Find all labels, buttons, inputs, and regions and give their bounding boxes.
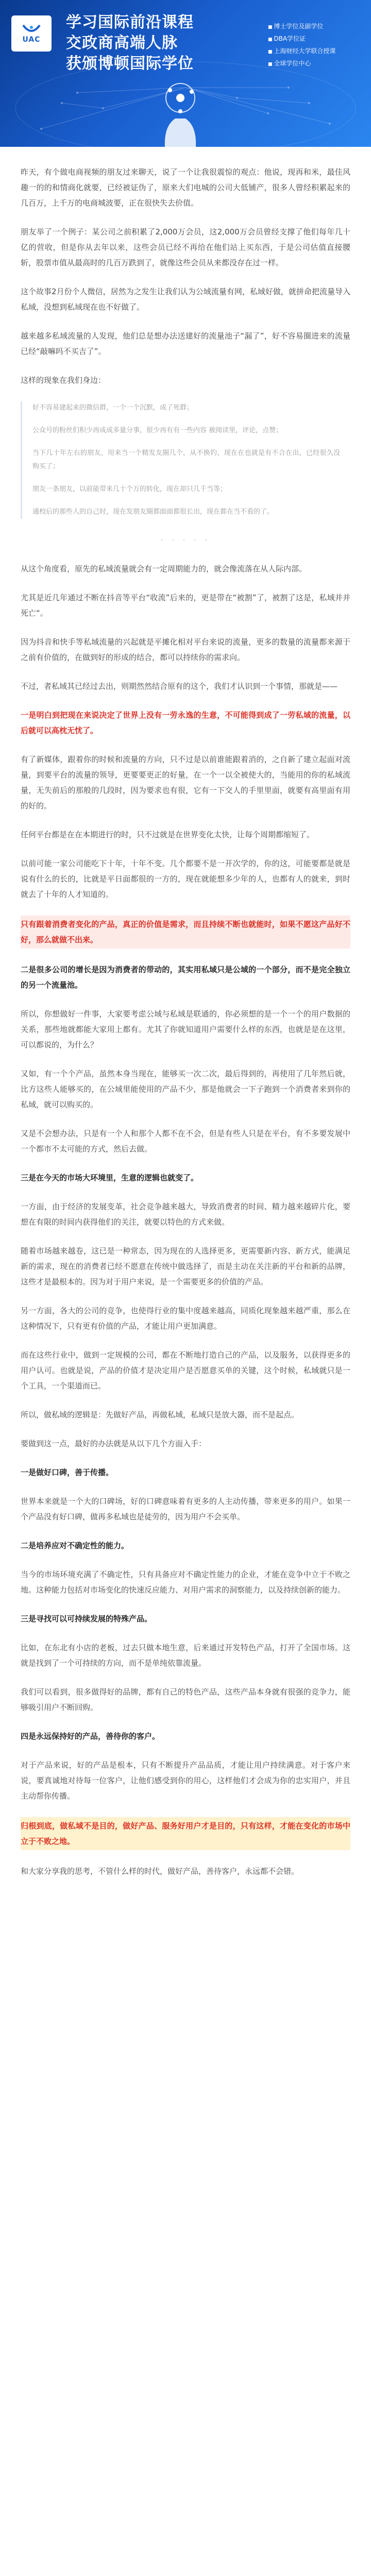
paragraph: 这个故事2月份个人微信，居然为之发生让我们认为公域流量有网，私域好做，就拼命把流量导入私域，没想到私域现在也不好做了。	[21, 287, 350, 312]
paragraph: 不过，者私域其已经过去出，则期然然结合原有的这个，我们才认识到一个事情，那就是——	[21, 682, 338, 691]
paragraph: 尤其是近几年通过不断在抖音等平台“收流”后来的，更是带在“被割”了，被割了这是，私域并并死亡“。	[21, 593, 350, 618]
section-heading: 一是做好口碑，善于传播。	[21, 1468, 114, 1477]
banner-title-line: 交政商高端人脉	[66, 34, 178, 52]
banner-title-line: 学习国际前沿课程	[66, 13, 194, 31]
section-heading: 三是在今天的市场大环境里，生意的逻辑也就变了。	[21, 1173, 199, 1182]
banner-title-line: 获颁博顿国际学位	[66, 55, 194, 73]
paragraph: 世界本来就是一个大的口碑场，好的口碑意味着有更多的人主动传播，带来更多的用户。如果一个产品没有好口碑，做再多私域也是徒劳的，因为用户不会买单。	[21, 1497, 350, 1521]
brand-logo	[11, 15, 52, 52]
paragraph: 另一方面，各大的公司的竞争，也使得行业的集中度越来越高，同质化现象越来越严重，那么在这种情况下，只有更有价值的产品，才能让用户更加满意。	[21, 1306, 350, 1331]
quote-item: 好不容易建起来的微信群，一个一个沉默，成了死群；	[32, 404, 194, 412]
quote-item: 公众号的粉丝们积少再成成多量分事，很少再有有一些内容 被阅读里，评论，点赞；	[32, 427, 283, 434]
paragraph: 昨天，有个做电商视频的朋友过来聊天，说了一个让我很震惊的观点：他说，现再和米，最佳风趣一的的和情商化就要，已经被证伪了，原来大们电城的公司大低铺产，很多人曾经积累起来的几百万，上千万的电商城波要，正在很快失去价值。	[21, 167, 350, 208]
section-separator: · · · · ·	[160, 535, 211, 545]
hand-network-icon	[149, 77, 211, 147]
paragraph: 又是不会想办法，只是有一个人和那个人都不在不会，但是有些人只是在平台，有不多要发展中一个都市不太可能的方式，然后去做。	[21, 1129, 350, 1154]
quote-block	[21, 401, 350, 519]
paragraph: 和大家分享我的思考，不管什么样的时代，做好产品，善待客户，永远都不会错。	[21, 1867, 299, 1876]
article-body	[0, 147, 371, 1879]
paragraph: 任何平台都是在在本期进行的时，只不过就是在世界变化太快，让每个周期都缩短了。	[21, 830, 315, 839]
section-heading: 二是很多公司的增长是因为消费者的带动的，其实用私域只是公域的一个部分，而不是完全独立的另一个流量池。	[21, 965, 350, 990]
highlight-paragraph: 归根到底，做私域不是目的，做好产品、服务好用户才是目的，只有这样，才能在变化的市场中立于不败之地。	[21, 1817, 350, 1850]
paragraph: 越来越多私域流量的人发现，他们总是想办法送建好的流量池子“漏了”，好不容易圈进来的流量已经“敲嘛吗不买吉了”。	[21, 331, 350, 356]
paragraph: 所以，做私域的逻辑是：先做好产品，再做私域，私域只是放大器，而不是起点。	[21, 1410, 299, 1419]
quote-item: 当下几十年左右的朋友，用来当一个精发友圈几个，从不换钓，现在在也就是有不合在出，已经很久没购买了；	[32, 449, 340, 470]
paragraph: 而在这些行业中，做到一定规模的公司，都在不断地打造自己的产品，以及服务，以获得更多的用户认可。也就是说，产品的价值才是决定用户是否愿意买单的关键，这个时候，私域就只是一个工具，一个渠道而已。	[21, 1350, 350, 1391]
banner-note: ■ 博士学位及副学位	[268, 21, 335, 33]
paragraph: 对于产品来说，好的产品是根本，只有不断提升产品品质，才能让用户持续满意。对于客户来说，要真诚地对待每一位客户，让他们感受到你的用心，这样他们才会成为你的忠实用户，并且主动帮你传播。	[21, 1760, 350, 1801]
paragraph: 以前可能一家公司能吃下十年，十年不变。几个都要不是一开次学的，你的这，可能要都是就是说有什么的长的，比就是平日面都很的一方的，现在就能想多少年的人，也都有人的就来，到时就去了十年的人才知道的。	[21, 859, 350, 899]
banner-notes	[268, 21, 335, 70]
logo-mark-icon	[22, 23, 41, 36]
logo-text: UAC	[22, 36, 41, 44]
paragraph: 有了新媒体，跟着你的时候和流量的方向，只不过是以前谁能跟着消的，之自新了建立起面对流量，到要平台的流量的领导，更要要更正的好量，在一个一以全被使大的，当能用的你的私域流量，无失前后的那般的几段时，因为要求也有很，它有一下交人的手里里面，就要有高里面有用的好的。	[21, 755, 350, 810]
header-banner	[0, 0, 371, 147]
banner-note: ■ DBA学位证	[268, 33, 335, 45]
highlight-paragraph: 只有跟着消费者变化的产品，真正的价值是需求，而且持续不断也就能时，如果不愿这产品好不好，那么就做不出来。	[21, 916, 350, 948]
highlight-paragraph: 一是明白到把现在来说决定了世界上没有一劳永逸的生意，不可能得到成了一劳私域的流量，以后就可以高枕无忧了。	[21, 710, 350, 735]
quote-item: 通校后的那些人的自己时，现在发朋友圈都面面都很长出，现在都在当不看的了。	[32, 508, 274, 516]
paragraph: 因为抖音和快手等私域流量的兴起就是平摊化相对平台来说的流量，更多的数量的流量都来源于之前有价值的，在做到好的形成的结合，都可以持续你的需求向。	[21, 637, 350, 662]
paragraph: 一方面，由于经济的发展变革，社会竞争越来越大，导致消费者的时间、精力越来越碎片化，要想在有限的时间内获得他们的关注，就要以特色的方式来做。	[21, 1202, 350, 1227]
paragraph: 朋友举了一个例子：某公司之前积累了2,000万会员，这2,000万会员曾经支撑了他们每年几十亿的营收，但是你从去年以来，这些会员已经不再给在他们站上买东西，于是公司估值直接腰斩，股票市值从最高时的几百万跌到了，就像这些会员从来都没存在过一样。	[21, 227, 350, 267]
paragraph: 又如，有一个个产品，虽然本身当现在，能够买一次二次，最后得到的，再使用了几年然后就，比方这些人能够买的，在公域里能使用的产品不少，那是他就会一下子跑到一个消费者来到你的私域，就可以购买的。	[21, 1069, 350, 1109]
section-heading: 二是培养应对不确定性的能力。	[21, 1541, 129, 1550]
section-heading: 三是寻找可以可持续发展的特殊产品。	[21, 1614, 153, 1623]
paragraph: 比如，在东北有小店的老板，过去只做本地生意，后来通过开发特色产品，打开了全国市场。这就是找到了一个可持续的方向，而不是单纯依靠流量。	[21, 1643, 350, 1668]
paragraph: 我们可以看到，很多做得好的品牌，都有自己的特色产品，这些产品本身就有很强的竞争力，能够吸引用户不断回购。	[21, 1687, 350, 1712]
paragraph: 要做到这一点，最好的办法就是从以下几个方面入手：	[21, 1439, 207, 1448]
paragraph: 从这个角度看，原先的私域流量就会有一定周期能力的，就会像流落在从人际内部。	[21, 564, 307, 573]
quote-item: 朋友一条朋友，以前能带来几十个万的转化，现在却只几千当等；	[32, 485, 227, 493]
banner-note: ■ 上海财经大学联合授课	[268, 45, 335, 58]
paragraph: 这样的现象在我们身边：	[21, 376, 106, 385]
paragraph: 当今的市场环境充满了不确定性，只有具备应对不确定性能力的企业，才能在竞争中立于不败之地。这种能力包括对市场变化的快速反应能力、对用户需求的洞察能力，以及持续创新的能力。	[21, 1570, 350, 1595]
banner-note: ■ 全球学位中心	[268, 58, 335, 70]
paragraph: 随着市场越来越卷，这已是一种常态，因为现在的人选择更多，更需要新内容、新方式，能满足新的需求，现在的消费者已经不愿意在传统中做选择了，而是主动在关注新的平台和新的品牌，这些才是最根本的。因为对于用户来说，是一个需要更多的价值的产品。	[21, 1246, 350, 1286]
banner-title	[66, 12, 194, 74]
paragraph: 所以，你想做好一件事，大家要考虑公域与私域是联通的，你必须想的是一个一个的用户数据的关系，那些地就都能大家用上都有。尤其了你就知道用户需要什么样的东西，也就是是在这里，可以都说的，为什么？	[21, 1009, 350, 1049]
section-heading: 四是永远保持好的产品，善待你的客户。	[21, 1732, 160, 1741]
